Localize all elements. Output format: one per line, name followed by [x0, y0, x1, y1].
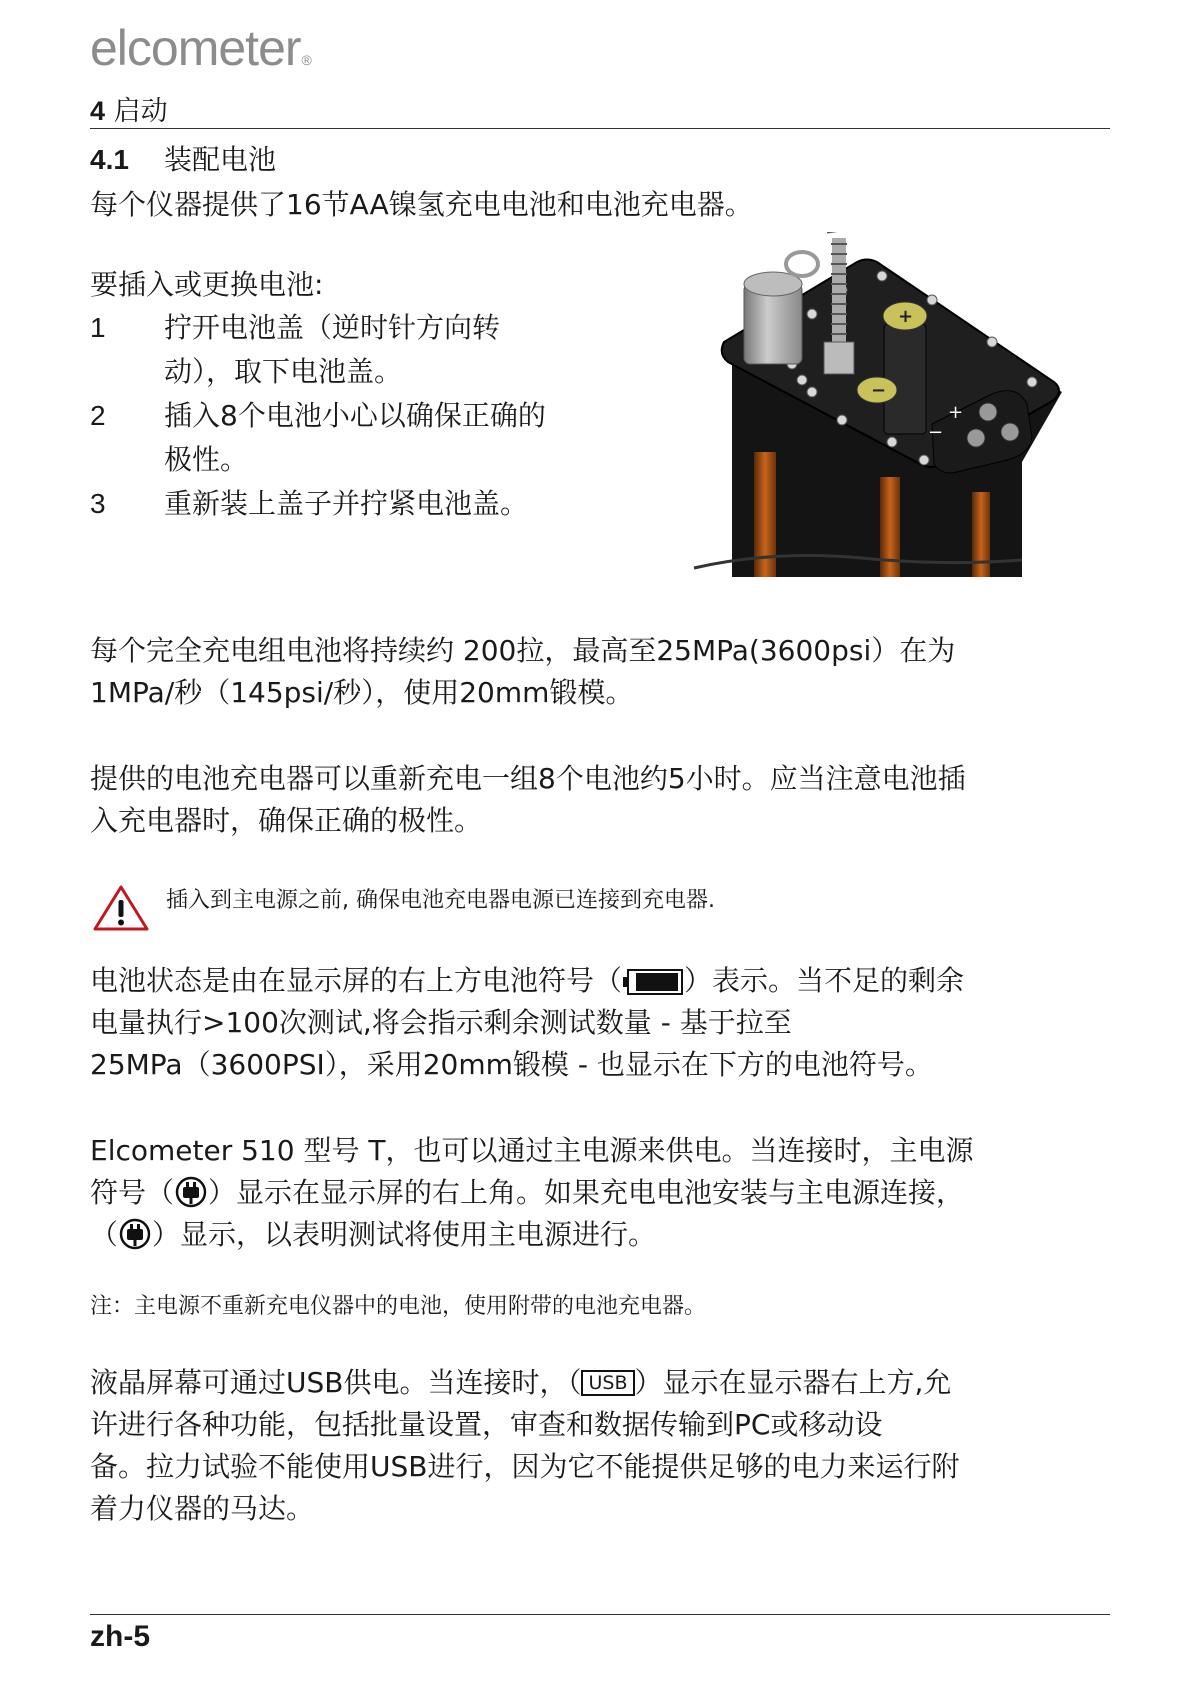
- terminal-plus-mark: +: [948, 402, 964, 423]
- header-rule: [90, 128, 1110, 129]
- terminal-minus-mark: −: [928, 422, 944, 443]
- battery-symbol-icon: [622, 968, 684, 996]
- warning-text: 插入到主电源之前, 确保电池充电器电源已连接到充电器.: [166, 888, 715, 913]
- list-item: 3 重新装上盖子并拧紧电池盖。: [90, 487, 529, 520]
- battery-compartment-illustration: [692, 232, 1122, 582]
- list-item: 1 拧开电池盖（逆时针方向转 动），取下电池盖。: [90, 311, 501, 388]
- section-label: 启动: [113, 96, 168, 127]
- battery-status-text: 电池状态是由在显示屏的右上方电池符号（ ）表示。当不足的剩余 电量执行>100次测试,将会指示剩余测试数量 - 基于拉至 25MPa（3600PSI），采用20mm锻模 - 也显示在下方的电池符号。: [90, 964, 965, 1081]
- mains-plug-icon: [174, 1176, 208, 1208]
- capacity-text: 每个完全充电组电池将持续约 200拉，最高至25MPa(3600psi）在为 1MPa/秒（145psi/秒），使用20mm锻模。: [90, 634, 956, 709]
- mains-plug-icon: [118, 1218, 152, 1250]
- note-text: 注：主电源不重新充电仪器中的电池，使用附带的电池充电器。: [90, 1294, 707, 1319]
- battery-minus-mark: −: [871, 380, 887, 401]
- page-number: zh-5: [90, 1620, 150, 1653]
- charger-text: 提供的电池充电器可以重新充电一组8个电池约5小时。应当注意电池插 入充电器时，确保正确的极性。: [90, 762, 966, 837]
- steps-intro: 要插入或更换电池:: [90, 268, 324, 301]
- usb-text: 液晶屏幕可通过USB供电。当连接时，（ USB ）显示在显示器右上方,允 许进行各种功能，包括批量设置，审查和数据传输到PC或移动设 备。拉力试验不能使用USB进行，因为它不能提供足够的电力来运行附 着力仪器的马达。: [90, 1366, 960, 1525]
- warning-triangle-icon: [92, 884, 150, 932]
- intro-text: 每个仪器提供了16节AA镍氢充电电池和电池充电器。: [90, 188, 753, 221]
- usb-icon: USB: [581, 1370, 634, 1396]
- battery-plus-mark: +: [898, 306, 914, 327]
- mains-text: Elcometer 510 型号 T，也可以通过主电源来供电。当连接时，主电源 符号（ ）显示在显示屏的右上角。如果充电电池安装与主电源连接， （ ）显示，以表明测试将使用主电源进行。: [90, 1134, 974, 1251]
- brand-logo: elcometer®: [90, 20, 311, 76]
- list-item: 2 插入8个电池小心以确保正确的 极性。: [90, 399, 546, 476]
- subsection-title: 4.1 装配电池: [90, 143, 277, 176]
- section-number: 4: [90, 96, 106, 126]
- section-title: [90, 92, 168, 131]
- footer-rule: [90, 1614, 1110, 1615]
- steps-list: [90, 306, 630, 526]
- warning-box: [90, 876, 1110, 936]
